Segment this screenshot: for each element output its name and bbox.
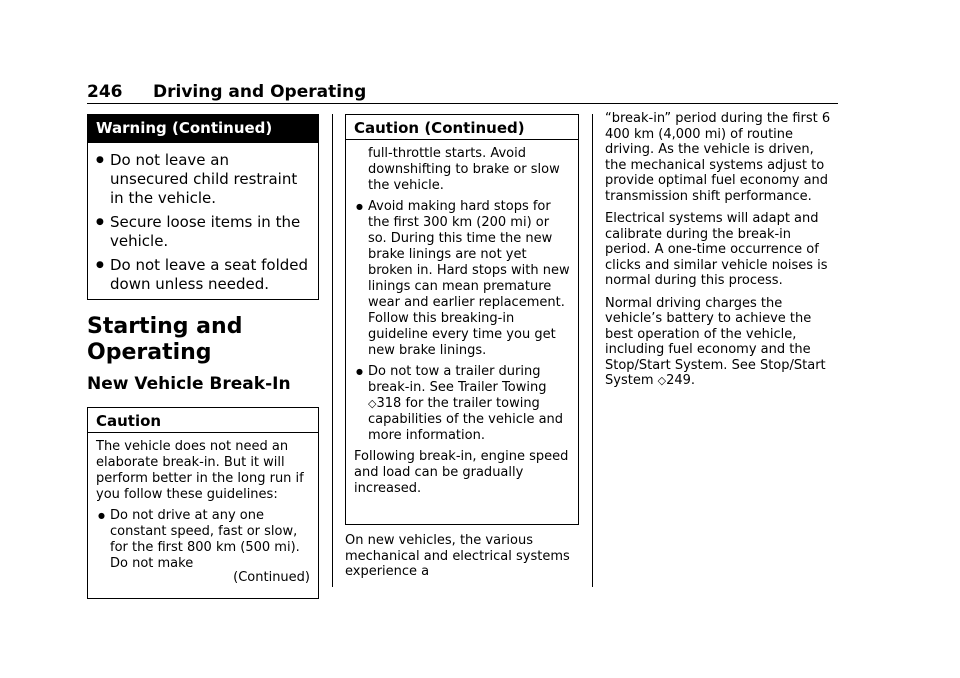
warning-list	[96, 151, 310, 294]
list-item-text: for the trailer towing capabilities of the vehicle and more information.	[368, 396, 564, 443]
caution-box-title: Caution	[88, 408, 318, 433]
caution-continued-title: Caution (Continued)	[346, 115, 578, 140]
section-heading: Starting and Operating	[87, 314, 243, 365]
column-1	[87, 114, 319, 599]
list-item	[354, 364, 570, 444]
list-item: ● Do not leave an unsecured child restraint in the vehicle.	[96, 151, 310, 208]
caution-closing: Following break-in, engine speed and load can be gradually increased.	[354, 449, 569, 496]
paragraph-text: Normal driving charges the vehicle’s battery to achieve the best operation of the vehicle, including fuel economy and the Stop/Start System. See Stop/Start System	[605, 295, 826, 388]
column-3	[605, 111, 839, 396]
page-header	[87, 82, 838, 104]
list-item: ● Do not drive at any one constant speed, fast or slow, for the first 800 km (500 mi). Do not make	[96, 508, 310, 572]
list-item: ● Secure loose items in the vehicle.	[96, 213, 310, 251]
page-reference[interactable]: 318	[376, 396, 402, 411]
paragraph: Electrical systems will adapt and calibrate during the break-in period. A one-time occurrence of clicks and similar vehicle noises is normal during this process.	[605, 211, 828, 288]
chapter-title: Driving and Operating	[153, 82, 367, 102]
column-divider	[332, 114, 333, 587]
header-rule	[87, 103, 838, 104]
subsection-heading: New Vehicle Break-In	[87, 374, 291, 394]
warning-box	[87, 114, 319, 300]
caution-list	[96, 508, 310, 572]
caution-intro: The vehicle does not need an elaborate break-in. But it will perform better in the long run if you follow these guidelines:	[96, 439, 304, 502]
paragraph	[605, 296, 839, 389]
column-divider	[592, 114, 593, 587]
column-2	[345, 114, 579, 587]
list-item-text: Do not tow a trailer during break-in. See Trailer Towing	[368, 364, 547, 395]
page-reference[interactable]: 249	[666, 373, 691, 388]
caution-box	[87, 407, 319, 599]
caution-continued-list	[354, 199, 570, 444]
list-item: ● Do not leave a seat folded down unless needed.	[96, 256, 310, 294]
body-text	[345, 533, 579, 580]
warning-box-title: Warning (Continued)	[88, 115, 318, 143]
caution-continued-box	[345, 114, 579, 525]
caution-lead: full-throttle starts. Avoid downshifting to brake or slow the vehicle.	[368, 146, 560, 193]
page-number: 246	[87, 82, 123, 102]
page-ref-icon: ◇	[368, 397, 377, 410]
continued-label: (Continued)	[233, 570, 310, 585]
paragraph: “break-in” period during the first 6 400 km (4,000 mi) of routine driving. As the vehicle is driven, the mechanical systems adjust to provide optimal fuel economy and transmission shift performance.	[605, 111, 831, 204]
list-item: ● Avoid making hard stops for the first 300 km (200 mi) or so. During this time the new brake linings are not yet broken in. Hard stops with new linings can mean premature wear and earlier replacement. Follow this breaking-in guideline every time you get new brake linings.	[354, 199, 570, 359]
period: .	[690, 373, 696, 388]
paragraph: On new vehicles, the various mechanical and electrical systems experience a	[345, 533, 570, 579]
page-ref-icon: ◇	[657, 374, 667, 387]
